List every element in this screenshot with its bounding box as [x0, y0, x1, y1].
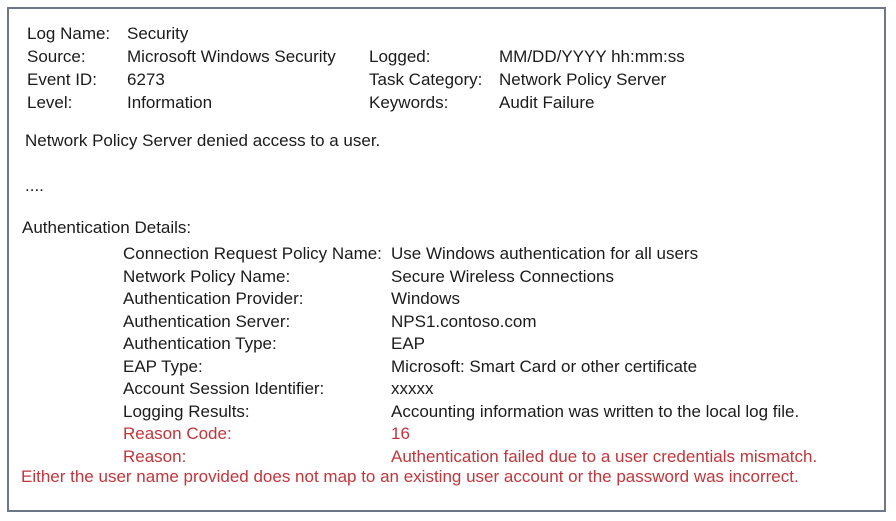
- reason-value: Authentication failed due to a user credentials mismatch.: [391, 446, 818, 466]
- detail-label: Authentication Provider:: [123, 289, 304, 309]
- detail-label: Authentication Type:: [123, 334, 277, 354]
- source-value: Microsoft Windows Security: [127, 46, 336, 66]
- event-detail-border: [7, 7, 886, 512]
- reason-code-value: 16: [391, 424, 410, 444]
- detail-value: Accounting information was written to the local log file.: [391, 401, 800, 421]
- reason-label: Reason:: [123, 446, 187, 466]
- keywords-label: Keywords:: [369, 92, 449, 112]
- detail-value: Secure Wireless Connections: [391, 266, 614, 286]
- detail-value: EAP: [391, 334, 426, 354]
- authentication-details-heading: Authentication Details:: [22, 218, 192, 237]
- authentication-details-list: [123, 243, 895, 468]
- level-value: Information: [127, 92, 213, 112]
- detail-label: Logging Results:: [123, 401, 250, 421]
- level-label: Level:: [27, 92, 73, 112]
- source-label: Source:: [27, 46, 86, 66]
- task-category-label: Task Category:: [369, 69, 483, 89]
- event-header-fields: [27, 22, 891, 114]
- detail-label: Connection Request Policy Name:: [123, 244, 382, 264]
- log-name-value: Security: [127, 23, 189, 43]
- reason-code-label: Reason Code:: [123, 424, 232, 444]
- keywords-value: Audit Failure: [499, 92, 595, 112]
- detail-label: Authentication Server:: [123, 311, 291, 331]
- detail-label: Network Policy Name:: [123, 266, 291, 286]
- detail-value: NPS1.contoso.com: [391, 311, 537, 331]
- logged-value: MM/DD/YYYY hh:mm:ss: [499, 46, 685, 66]
- detail-value: Use Windows authentication for all users: [391, 244, 699, 264]
- event-description: Network Policy Server denied access to a user.: [25, 131, 381, 150]
- logged-label: Logged:: [369, 46, 431, 66]
- reason-explanation-note: Either the user name provided does not map to an existing user account or the password was incorrect.: [21, 467, 799, 486]
- detail-value: Windows: [391, 289, 460, 309]
- detail-value: xxxxx: [391, 379, 434, 399]
- detail-label: EAP Type:: [123, 356, 203, 376]
- detail-label: Account Session Identifier:: [123, 379, 325, 399]
- detail-value: Microsoft: Smart Card or other certificate: [391, 356, 698, 376]
- event-id-value: 6273: [127, 69, 165, 89]
- event-id-label: Event ID:: [27, 69, 97, 89]
- task-category-value: Network Policy Server: [499, 69, 667, 89]
- omitted-content-ellipsis: ....: [25, 176, 44, 195]
- log-name-label: Log Name:: [27, 23, 111, 43]
